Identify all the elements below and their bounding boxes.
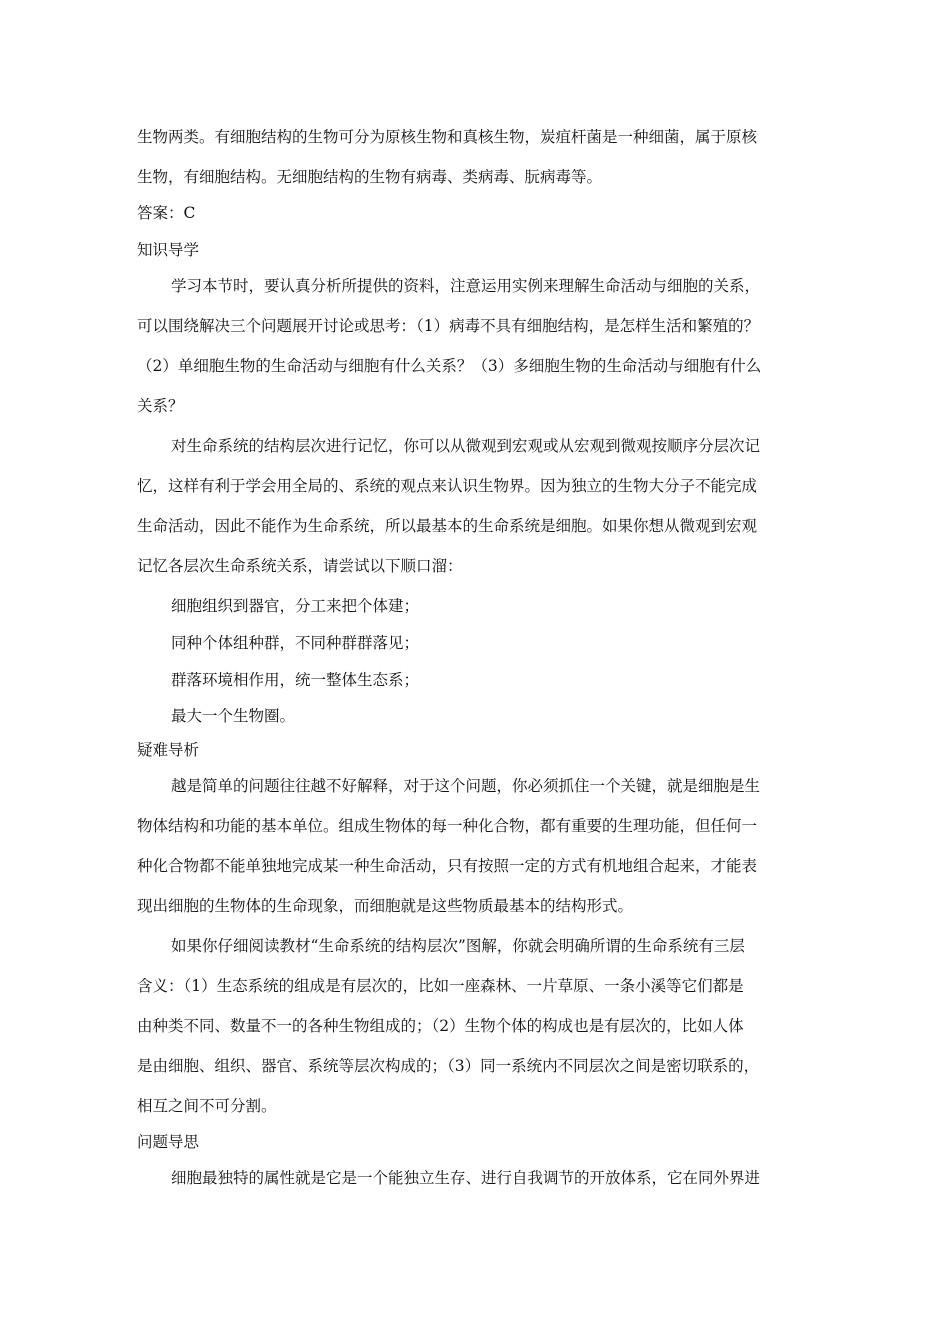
paragraph-line: 记忆各层次生命系统关系，请尝试以下顺口溜： [137,557,463,575]
paragraph-line: 生命活动，因此不能作为生命系统，所以最基本的生命系统是细胞。如果你想从微观到宏观 [137,517,758,535]
paragraph-line: 含义：（1）生态系统的组成是有层次的，比如一座森林、一片草原、一条小溪等它们都是 [137,977,744,995]
paragraph-line: 种化合物都不能单独地完成某一种生命活动，只有按照一定的方式有机地组合起来，才能表 [137,857,758,875]
paragraph-line: 可以围绕解决三个问题展开讨论或思考：（1）病毒不具有细胞结构，是怎样生活和繁殖的？ [137,317,760,335]
paragraph-line: 生物，有细胞结构。无细胞结构的生物有病毒、类病毒、朊病毒等。 [137,168,603,186]
paragraph-line: 相互之间不可分割。 [137,1097,277,1115]
paragraph-line: 是由细胞、组织、器官、系统等层次构成的；（3）同一系统内不同层次之间是密切联系的， [137,1057,760,1075]
paragraph-line: 越是简单的问题往往越不好解释，对于这个问题，你必须抓住一个关键，就是细胞是生 [171,777,761,795]
paragraph-line: 物体结构和功能的基本单位。组成生物体的每一种化合物，都有重要的生理功能，但任何一 [137,817,758,835]
paragraph-line: 生物两类。有细胞结构的生物可分为原核生物和真核生物，炭疽杆菌是一种细菌，属于原核 [137,128,758,146]
paragraph-line: 忆，这样有利于学会用全局的、系统的观点来认识生物界。因为独立的生物大分子不能完成 [137,477,758,495]
paragraph-line: 如果你仔细阅读教材“生命系统的结构层次”图解，你就会明确所谓的生命系统有三层 [171,937,745,955]
paragraph-line: 对生命系统的结构层次进行记忆，你可以从微观到宏观或从宏观到微观按顺序分层次记 [171,437,761,455]
verse-line: 同种个体组种群，不同种群群落见； [171,634,420,652]
paragraph-line: 细胞最独特的属性就是它是一个能独立生存、进行自我调节的开放体系，它在同外界进 [171,1169,761,1187]
verse-line: 最大一个生物圈。 [171,707,296,725]
paragraph-line: （2）单细胞生物的生命活动与细胞有什么关系？（3）多细胞生物的生命活动与细胞有什么 [137,357,762,375]
section-heading-difficulty-guide: 疑难导析 [137,741,200,759]
paragraph-line: 学习本节时，要认真分析所提供的资料，注意运用实例来理解生命活动与细胞的关系， [171,277,761,295]
paragraph-line: 由种类不同、数量不一的各种生物组成的；（2）生物个体的构成也是有层次的，比如人体 [137,1017,744,1035]
answer-line: 答案：C [137,204,196,222]
section-heading-knowledge-guide: 知识导学 [137,241,200,259]
verse-line: 细胞组织到器官，分工来把个体建； [171,597,420,615]
paragraph-line: 现出细胞的生物体的生命现象，而细胞就是这些物质最基本的结构形式。 [137,897,634,915]
section-heading-question-guide: 问题导思 [137,1133,200,1151]
verse-line: 群落环境相作用，统一整体生态系； [171,671,420,689]
paragraph-line: 关系？ [137,397,184,415]
